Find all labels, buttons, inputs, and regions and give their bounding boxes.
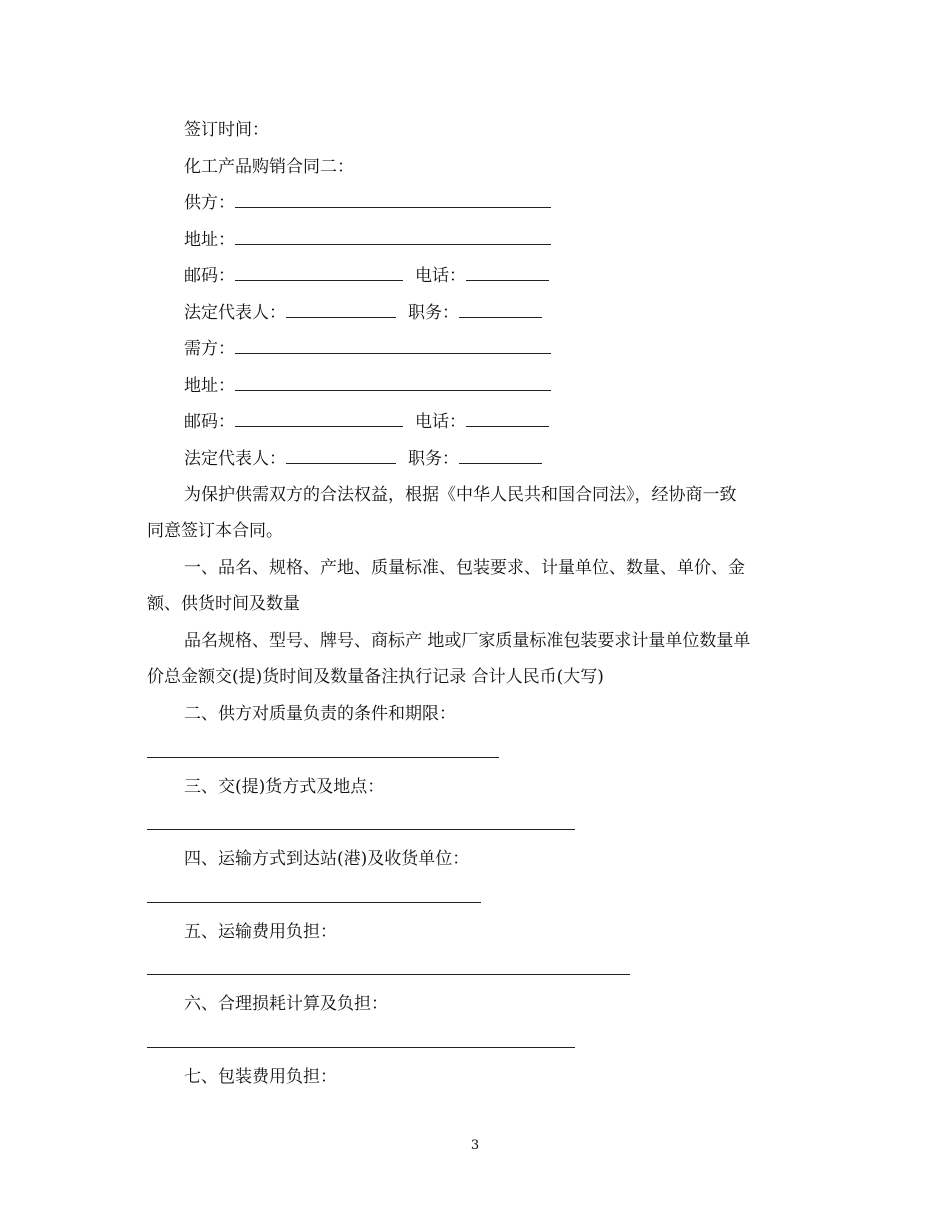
buyer-row: [184, 337, 551, 361]
supplier-legal-rep-blank: [286, 301, 396, 318]
section-6-heading: 六、合理损耗计算及负担：: [184, 994, 388, 1014]
intro-line-2: 同意签订本合同。: [147, 521, 283, 541]
supplier-phone-label: 电话：: [415, 266, 466, 286]
supplier-postcode-blank: [235, 264, 403, 281]
buyer-position-label: 职务：: [408, 449, 459, 469]
supplier-row: [184, 191, 551, 215]
buyer-address-label: 地址：: [184, 376, 235, 396]
supplier-blank: [235, 191, 551, 208]
supplier-label: 供方：: [184, 193, 235, 213]
section-5-blank-line: [147, 974, 630, 975]
buyer-address-row: [184, 374, 551, 398]
section-1-line-2: 额、供货时间及数量: [147, 594, 300, 614]
section-4-blank-line: [147, 902, 481, 903]
buyer-label: 需方：: [184, 339, 235, 359]
buyer-legal-rep-row: [184, 447, 542, 471]
section-3-blank-line: [147, 829, 575, 830]
section-5-heading: 五、运输费用负担：: [184, 922, 337, 942]
supplier-address-label: 地址：: [184, 230, 235, 250]
buyer-phone-label: 电话：: [415, 412, 466, 432]
buyer-postcode-row: [184, 410, 549, 434]
section-1-line-3: 品名规格、型号、牌号、商标产 地或厂家质量标准包装要求计量单位数量单: [184, 631, 751, 651]
buyer-legal-rep-label: 法定代表人：: [184, 449, 286, 469]
buyer-legal-rep-blank: [286, 447, 396, 464]
section-2-heading: 二、供方对质量负责的条件和期限：: [184, 704, 456, 724]
supplier-legal-rep-label: 法定代表人：: [184, 303, 286, 323]
section-6-blank-line: [147, 1047, 575, 1048]
supplier-address-blank: [235, 228, 551, 245]
buyer-postcode-label: 邮码：: [184, 412, 235, 432]
section-3-heading: 三、交(提)货方式及地点：: [184, 777, 385, 797]
supplier-postcode-row: [184, 264, 549, 288]
supplier-phone-blank: [466, 264, 549, 281]
section-4-heading: 四、运输方式到达站(港)及收货单位：: [184, 849, 470, 869]
buyer-postcode-blank: [235, 410, 403, 427]
intro-line-1: 为保护供需双方的合法权益，根据《中华人民共和国合同法》，经协商一致: [184, 485, 737, 505]
sign-time-label: 签订时间：: [184, 120, 269, 140]
buyer-position-blank: [459, 447, 542, 464]
supplier-address-row: [184, 228, 551, 252]
buyer-phone-blank: [466, 410, 549, 427]
supplier-legal-rep-row: [184, 301, 542, 325]
section-7-heading: 七、包装费用负担：: [184, 1067, 337, 1087]
buyer-blank: [235, 337, 551, 354]
buyer-address-blank: [235, 374, 551, 391]
section-2-blank-line: [147, 757, 499, 758]
section-1-line-4: 价总金额交(提)货时间及数量备注执行记录 合计人民币(大写): [147, 667, 604, 687]
page-number: 3: [470, 1138, 480, 1153]
section-1-line-1: 一、品名、规格、产地、质量标准、包装要求、计量单位、数量、单价、金: [184, 558, 745, 578]
contract-title: 化工产品购销合同二：: [184, 157, 354, 177]
supplier-position-label: 职务：: [408, 303, 459, 323]
supplier-position-blank: [459, 301, 542, 318]
supplier-postcode-label: 邮码：: [184, 266, 235, 286]
